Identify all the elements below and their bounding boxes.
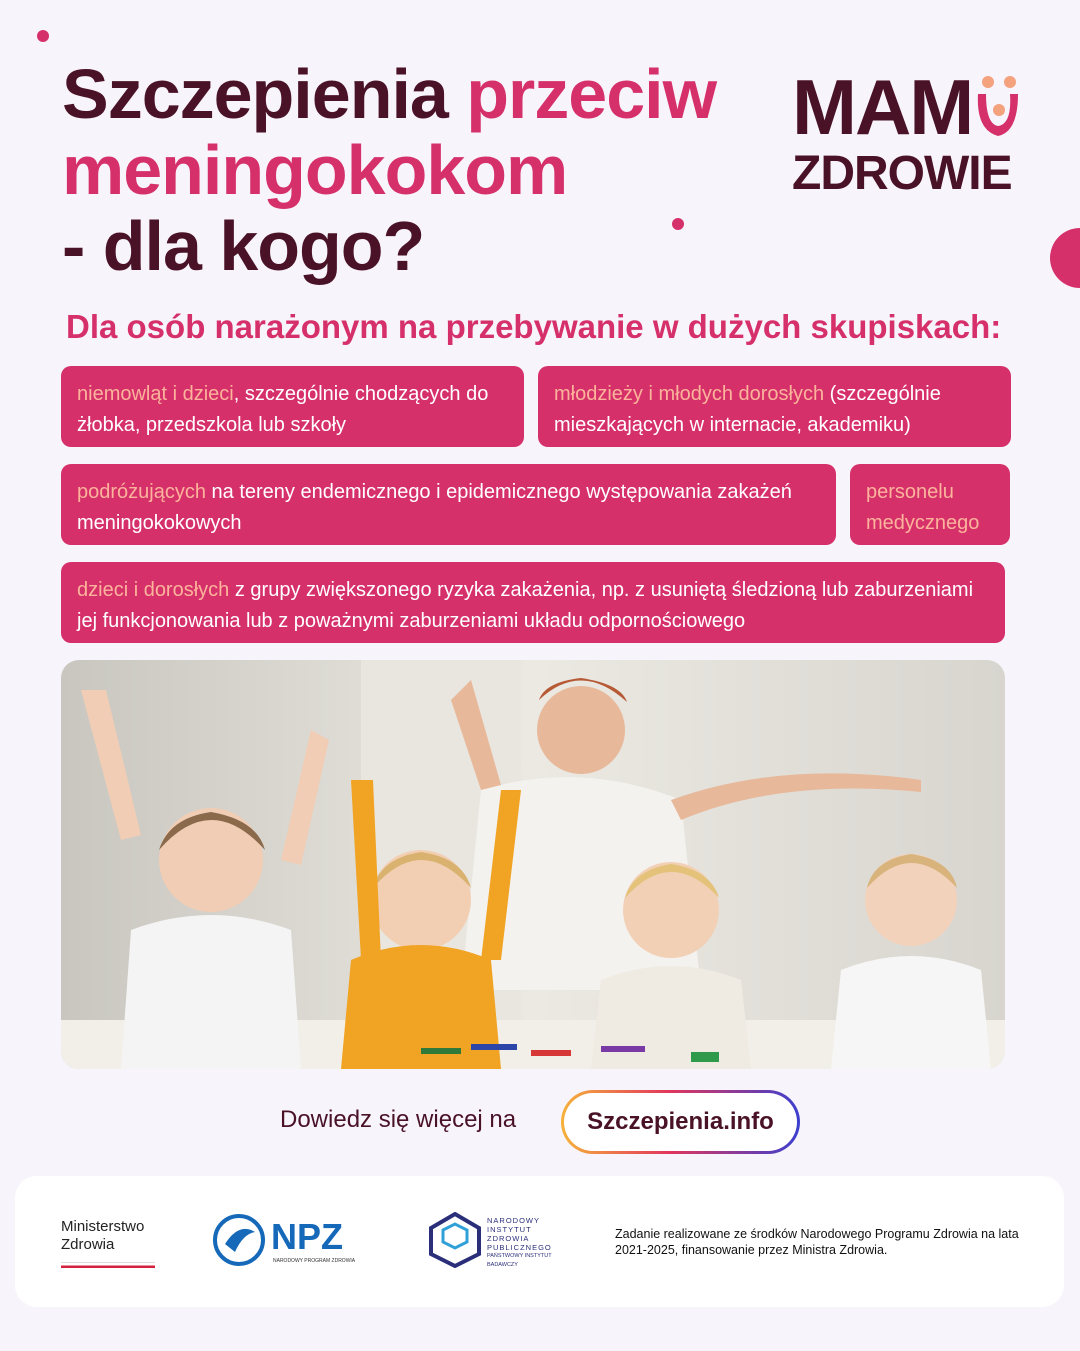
decor-dot xyxy=(37,30,49,42)
nizp-line: INSTYTUT xyxy=(487,1225,532,1234)
nizp-line: BADAWCZY xyxy=(487,1262,518,1268)
website-link-button[interactable] xyxy=(561,1090,800,1154)
ministerstwo-zdrowia-logo xyxy=(61,1218,155,1268)
risk-group-text: , szczególnie chodzących do żłobka, przedszkola lub szkoły xyxy=(77,383,489,436)
nizp-line: PAŃSTWOWY INSTYTUT xyxy=(487,1253,552,1259)
logo-bottom-text: ZDROWIE xyxy=(792,147,1012,200)
funding-note: Zadanie realizowane ze środków Narodowego Programu Zdrowia na lata 2021-2025, finansowanie przez Ministra Zdrowia. xyxy=(615,1227,1019,1257)
risk-group-highlight: personelu medycznego xyxy=(866,481,980,534)
nizp-logo xyxy=(429,1212,579,1282)
risk-group-text: na tereny endemicznego i epidemicznego występowania zakażeń meningokokowych xyxy=(77,481,792,534)
website-link-label[interactable]: Szczepienia.info xyxy=(564,1093,797,1151)
polish-flag-bar xyxy=(61,1262,155,1268)
risk-group-highlight: młodzieży i młodych dorosłych xyxy=(554,383,825,405)
page-title xyxy=(62,56,762,284)
nizp-text xyxy=(487,1216,552,1270)
npz-logo xyxy=(213,1214,363,1274)
npz-text: NPZ xyxy=(271,1216,343,1257)
cta-label: Dowiedz się więcej na xyxy=(280,1106,517,1133)
title-part-highlight: przeciw xyxy=(466,55,717,133)
risk-group-card xyxy=(61,366,524,447)
title-part: - dla kogo? xyxy=(62,207,425,285)
children-classroom-photo xyxy=(61,660,1005,1069)
npz-circle-icon xyxy=(213,1214,265,1266)
mam-zdrowie-logo xyxy=(792,63,1032,204)
risk-group-text: (szczególnie mieszkających w internacie, akademiku) xyxy=(554,383,941,436)
title-part: Szczepienia xyxy=(62,55,467,133)
risk-group-card xyxy=(61,464,836,545)
nizp-line: PUBLICZNEGO xyxy=(487,1243,552,1252)
risk-group-text: z grupy zwiększonego ryzyka zakażenia, np. z usuniętą śledzioną lub zaburzeniami jej funkcjonowania lub z poważnymi zaburzeniami układu odpornościowego xyxy=(77,579,974,632)
nizp-hexagon-icon xyxy=(429,1212,481,1268)
nizp-line: ZDROWIA xyxy=(487,1234,530,1243)
mz-line: Ministerstwo xyxy=(61,1218,145,1235)
photo-illustration xyxy=(61,660,1005,1069)
nizp-line: NARODOWY xyxy=(487,1216,540,1225)
risk-group-card xyxy=(61,562,1005,643)
audience-subheading: Dla osób narażonym na przebywanie w dużych skupiskach: xyxy=(66,308,1002,345)
logo-top-text: MAM xyxy=(792,63,973,151)
footer-panel xyxy=(15,1176,1064,1307)
decor-half-circle xyxy=(1050,228,1080,288)
mz-line: Zdrowia xyxy=(61,1236,115,1253)
risk-group-highlight: podróżujących xyxy=(77,481,206,503)
risk-group-card xyxy=(538,366,1011,447)
risk-group-card xyxy=(850,464,1010,545)
risk-group-highlight: niemowląt i dzieci xyxy=(77,383,234,405)
mother-child-icon xyxy=(968,72,1028,142)
title-part-highlight: meningokokom xyxy=(62,131,568,209)
npz-subtext: NARODOWY PROGRAM ZDROWIA xyxy=(273,1258,356,1264)
risk-group-highlight: dzieci i dorosłych xyxy=(77,579,230,601)
